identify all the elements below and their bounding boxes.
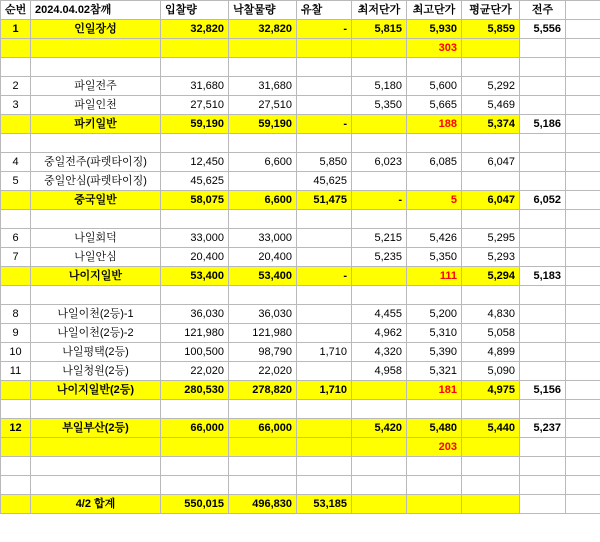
spacer-cell xyxy=(352,134,407,153)
cell-name: 부일부산(2등) xyxy=(31,419,161,438)
spacer-cell xyxy=(297,134,352,153)
cell-prev: 5,183 xyxy=(520,267,566,286)
row-pad xyxy=(566,267,600,286)
table-row xyxy=(1,20,600,39)
cell-name: 나이지일반 xyxy=(31,267,161,286)
cell-in xyxy=(161,438,229,457)
cell-carry: - xyxy=(297,267,352,286)
cell-max: 5,350 xyxy=(407,248,462,267)
spacer-cell xyxy=(520,210,566,229)
spacer-cell xyxy=(31,134,161,153)
spacer-cell xyxy=(462,400,520,419)
cell-max: 5,930 xyxy=(407,20,462,39)
cell-in: 20,400 xyxy=(161,248,229,267)
cell-name: 나일청원(2등) xyxy=(31,362,161,381)
spacer-cell xyxy=(229,210,297,229)
cell-in: 45,625 xyxy=(161,172,229,191)
spacer-cell xyxy=(1,58,31,77)
cell-avg xyxy=(462,172,520,191)
cell-carry xyxy=(297,438,352,457)
spacer-cell xyxy=(297,58,352,77)
cell-min: 5,180 xyxy=(352,77,407,96)
spacer-cell xyxy=(352,286,407,305)
cell-prev xyxy=(520,39,566,58)
spacer-cell xyxy=(407,457,462,476)
cell-in xyxy=(161,39,229,58)
cell-min xyxy=(352,438,407,457)
cell-name: 나이지일반(2등) xyxy=(31,381,161,400)
cell-no: 2 xyxy=(1,77,31,96)
row-pad xyxy=(566,153,600,172)
spacer-cell xyxy=(352,210,407,229)
cell-carry: 1,710 xyxy=(297,343,352,362)
cell-avg: 5,293 xyxy=(462,248,520,267)
cell-max: 203 xyxy=(407,438,462,457)
cell-carry xyxy=(297,362,352,381)
cell-carry xyxy=(297,248,352,267)
row-pad xyxy=(566,457,600,476)
cell-avg: 4,975 xyxy=(462,381,520,400)
cell-avg: 5,295 xyxy=(462,229,520,248)
cell-no xyxy=(1,267,31,286)
spacer-cell xyxy=(462,457,520,476)
table-row xyxy=(1,343,600,362)
row-pad xyxy=(566,39,600,58)
cell-avg xyxy=(462,438,520,457)
spacer-cell xyxy=(1,457,31,476)
cell-bid: 27,510 xyxy=(229,96,297,115)
spacer-cell xyxy=(31,58,161,77)
row-pad xyxy=(566,210,600,229)
table-row xyxy=(1,153,600,172)
cell-carry xyxy=(297,96,352,115)
cell-name: 중국일반 xyxy=(31,191,161,210)
cell-no xyxy=(1,438,31,457)
cell-no: 12 xyxy=(1,419,31,438)
spacer-cell xyxy=(161,400,229,419)
row-pad xyxy=(566,362,600,381)
cell-avg xyxy=(462,39,520,58)
cell-name: 나일이천(2등)-1 xyxy=(31,305,161,324)
cell-prev xyxy=(520,153,566,172)
spacer-cell xyxy=(161,286,229,305)
cell-max: 5,200 xyxy=(407,305,462,324)
spacer-cell xyxy=(462,476,520,495)
cell-min: 5,350 xyxy=(352,96,407,115)
row-pad xyxy=(566,191,600,210)
table-row xyxy=(1,438,600,457)
cell-max: 6,085 xyxy=(407,153,462,172)
spacer-cell xyxy=(297,476,352,495)
cell-in: 33,000 xyxy=(161,229,229,248)
spacer-row xyxy=(1,400,600,419)
cell-bid xyxy=(229,39,297,58)
header-no: 순번 xyxy=(1,1,31,20)
cell-prev xyxy=(520,324,566,343)
cell-bid: 6,600 xyxy=(229,153,297,172)
cell-carry: 53,185 xyxy=(297,495,352,514)
cell-carry: - xyxy=(297,20,352,39)
table-row xyxy=(1,191,600,210)
cell-prev xyxy=(520,248,566,267)
table-row xyxy=(1,229,600,248)
cell-min: 6,023 xyxy=(352,153,407,172)
cell-prev: 5,186 xyxy=(520,115,566,134)
cell-carry: 45,625 xyxy=(297,172,352,191)
table-row xyxy=(1,248,600,267)
row-pad xyxy=(566,400,600,419)
spacer-cell xyxy=(229,457,297,476)
spacer-cell xyxy=(297,286,352,305)
cell-min: 4,320 xyxy=(352,343,407,362)
cell-in: 280,530 xyxy=(161,381,229,400)
spacer-cell xyxy=(161,457,229,476)
cell-carry: - xyxy=(297,115,352,134)
table-row xyxy=(1,305,600,324)
total-row xyxy=(1,495,600,514)
cell-in: 53,400 xyxy=(161,267,229,286)
cell-avg: 5,294 xyxy=(462,267,520,286)
cell-max: 111 xyxy=(407,267,462,286)
row-pad xyxy=(566,381,600,400)
cell-bid: 98,790 xyxy=(229,343,297,362)
spacer-row xyxy=(1,286,600,305)
cell-prev xyxy=(520,229,566,248)
cell-prev xyxy=(520,343,566,362)
spacer-row xyxy=(1,58,600,77)
table-row xyxy=(1,115,600,134)
header-max: 최고단가 xyxy=(407,1,462,20)
cell-no: 10 xyxy=(1,343,31,362)
cell-bid: 32,820 xyxy=(229,20,297,39)
spacer-cell xyxy=(520,400,566,419)
cell-bid: 20,400 xyxy=(229,248,297,267)
cell-prev: 5,237 xyxy=(520,419,566,438)
spacer-cell xyxy=(229,476,297,495)
cell-carry: 1,710 xyxy=(297,381,352,400)
cell-min: 5,215 xyxy=(352,229,407,248)
cell-avg: 5,440 xyxy=(462,419,520,438)
cell-no xyxy=(1,495,31,514)
spacer-cell xyxy=(161,58,229,77)
cell-max: 5,390 xyxy=(407,343,462,362)
row-pad xyxy=(566,324,600,343)
spacer-cell xyxy=(407,400,462,419)
cell-max: 5,426 xyxy=(407,229,462,248)
row-pad xyxy=(566,495,600,514)
table-row xyxy=(1,324,600,343)
table-row xyxy=(1,172,600,191)
cell-in: 31,680 xyxy=(161,77,229,96)
cell-carry: 5,850 xyxy=(297,153,352,172)
spacer-cell xyxy=(462,210,520,229)
cell-avg: 4,830 xyxy=(462,305,520,324)
cell-max: 5,480 xyxy=(407,419,462,438)
cell-avg: 5,374 xyxy=(462,115,520,134)
cell-bid: 121,980 xyxy=(229,324,297,343)
spacer-cell xyxy=(297,210,352,229)
cell-prev: 6,052 xyxy=(520,191,566,210)
header-carry: 유찰 xyxy=(297,1,352,20)
cell-in: 27,510 xyxy=(161,96,229,115)
cell-no xyxy=(1,115,31,134)
cell-prev xyxy=(520,495,566,514)
cell-in: 58,075 xyxy=(161,191,229,210)
spacer-cell xyxy=(1,210,31,229)
spacer-cell xyxy=(407,286,462,305)
cell-carry xyxy=(297,419,352,438)
spacer-cell xyxy=(352,457,407,476)
cell-prev xyxy=(520,362,566,381)
row-pad xyxy=(566,343,600,362)
cell-in: 121,980 xyxy=(161,324,229,343)
cell-prev xyxy=(520,305,566,324)
cell-name: 중일안심(파렛타이징) xyxy=(31,172,161,191)
row-pad xyxy=(566,286,600,305)
cell-in: 100,500 xyxy=(161,343,229,362)
cell-max: 5 xyxy=(407,191,462,210)
cell-carry xyxy=(297,229,352,248)
spacer-cell xyxy=(462,58,520,77)
cell-avg: 6,047 xyxy=(462,191,520,210)
cell-max: 5,600 xyxy=(407,77,462,96)
cell-no: 1 xyxy=(1,20,31,39)
cell-carry xyxy=(297,39,352,58)
cell-min xyxy=(352,172,407,191)
row-pad xyxy=(566,58,600,77)
cell-bid xyxy=(229,438,297,457)
cell-prev xyxy=(520,172,566,191)
cell-bid: 278,820 xyxy=(229,381,297,400)
spacer-cell xyxy=(407,476,462,495)
cell-in: 59,190 xyxy=(161,115,229,134)
header-prev: 전주 xyxy=(520,1,566,20)
cell-name: 나일회덕 xyxy=(31,229,161,248)
cell-in: 36,030 xyxy=(161,305,229,324)
spacer-cell xyxy=(161,210,229,229)
cell-bid xyxy=(229,172,297,191)
cell-bid: 31,680 xyxy=(229,77,297,96)
cell-name: 파키일반 xyxy=(31,115,161,134)
cell-max xyxy=(407,172,462,191)
cell-min: 4,958 xyxy=(352,362,407,381)
cell-no: 4 xyxy=(1,153,31,172)
cell-no: 7 xyxy=(1,248,31,267)
spacer-row xyxy=(1,134,600,153)
cell-avg: 5,859 xyxy=(462,20,520,39)
cell-name: 4/2 합계 xyxy=(31,495,161,514)
row-pad xyxy=(566,134,600,153)
header-pad xyxy=(566,1,600,20)
spacer-row xyxy=(1,476,600,495)
row-pad xyxy=(566,96,600,115)
cell-max: 188 xyxy=(407,115,462,134)
cell-bid: 36,030 xyxy=(229,305,297,324)
spacer-cell xyxy=(31,476,161,495)
spacer-cell xyxy=(1,134,31,153)
row-pad xyxy=(566,229,600,248)
spacer-cell xyxy=(520,58,566,77)
spacer-cell xyxy=(352,476,407,495)
row-pad xyxy=(566,115,600,134)
cell-no: 11 xyxy=(1,362,31,381)
spacer-cell xyxy=(352,58,407,77)
cell-no xyxy=(1,39,31,58)
cell-avg: 4,899 xyxy=(462,343,520,362)
table-row xyxy=(1,39,600,58)
cell-no: 5 xyxy=(1,172,31,191)
spacer-row xyxy=(1,210,600,229)
table-row xyxy=(1,77,600,96)
spacer-row xyxy=(1,457,600,476)
cell-avg: 5,469 xyxy=(462,96,520,115)
spacer-cell xyxy=(1,476,31,495)
spacer-cell xyxy=(407,210,462,229)
spacer-cell xyxy=(31,210,161,229)
cell-max: 181 xyxy=(407,381,462,400)
spacer-cell xyxy=(352,400,407,419)
cell-name: 나일이천(2등)-2 xyxy=(31,324,161,343)
spacer-cell xyxy=(297,457,352,476)
cell-no: 8 xyxy=(1,305,31,324)
cell-no: 6 xyxy=(1,229,31,248)
cell-in: 66,000 xyxy=(161,419,229,438)
row-pad xyxy=(566,20,600,39)
cell-bid: 59,190 xyxy=(229,115,297,134)
cell-min: 4,962 xyxy=(352,324,407,343)
cell-carry: 51,475 xyxy=(297,191,352,210)
cell-prev xyxy=(520,438,566,457)
cell-max: 5,310 xyxy=(407,324,462,343)
cell-min: 5,420 xyxy=(352,419,407,438)
cell-carry xyxy=(297,305,352,324)
header-title: 2024.04.02참깨 xyxy=(31,1,161,20)
spacer-cell xyxy=(229,134,297,153)
table-row xyxy=(1,419,600,438)
cell-name xyxy=(31,39,161,58)
cell-min xyxy=(352,267,407,286)
spacer-cell xyxy=(1,400,31,419)
spacer-cell xyxy=(161,476,229,495)
cell-max: 5,665 xyxy=(407,96,462,115)
cell-bid: 496,830 xyxy=(229,495,297,514)
table-row xyxy=(1,381,600,400)
cell-in: 22,020 xyxy=(161,362,229,381)
cell-avg: 5,058 xyxy=(462,324,520,343)
cell-bid: 6,600 xyxy=(229,191,297,210)
row-pad xyxy=(566,438,600,457)
spacer-cell xyxy=(229,286,297,305)
cell-min xyxy=(352,115,407,134)
cell-no xyxy=(1,191,31,210)
cell-min xyxy=(352,381,407,400)
cell-max: 303 xyxy=(407,39,462,58)
cell-bid: 33,000 xyxy=(229,229,297,248)
spacer-cell xyxy=(297,400,352,419)
spacer-cell xyxy=(520,457,566,476)
spacer-cell xyxy=(520,476,566,495)
cell-bid: 66,000 xyxy=(229,419,297,438)
row-pad xyxy=(566,419,600,438)
cell-carry xyxy=(297,324,352,343)
spacer-cell xyxy=(520,286,566,305)
cell-bid: 53,400 xyxy=(229,267,297,286)
spacer-cell xyxy=(31,286,161,305)
cell-avg: 5,292 xyxy=(462,77,520,96)
cell-in: 32,820 xyxy=(161,20,229,39)
table-header-row xyxy=(1,1,600,20)
cell-prev: 5,556 xyxy=(520,20,566,39)
cell-no: 9 xyxy=(1,324,31,343)
cell-name: 나일평택(2등) xyxy=(31,343,161,362)
row-pad xyxy=(566,77,600,96)
cell-name: 파일전주 xyxy=(31,77,161,96)
cell-avg xyxy=(462,495,520,514)
spacer-cell xyxy=(31,457,161,476)
header-bid: 낙찰물량 xyxy=(229,1,297,20)
row-pad xyxy=(566,476,600,495)
cell-prev xyxy=(520,77,566,96)
cell-bid: 22,020 xyxy=(229,362,297,381)
table-row xyxy=(1,267,600,286)
cell-no xyxy=(1,381,31,400)
cell-name: 중일전주(파렛타이징) xyxy=(31,153,161,172)
cell-prev xyxy=(520,96,566,115)
table-row xyxy=(1,96,600,115)
spacer-cell xyxy=(229,58,297,77)
spacer-cell xyxy=(31,400,161,419)
cell-min: - xyxy=(352,191,407,210)
cell-min: 4,455 xyxy=(352,305,407,324)
cell-max xyxy=(407,495,462,514)
header-in: 입찰량 xyxy=(161,1,229,20)
spacer-cell xyxy=(161,134,229,153)
spacer-cell xyxy=(1,286,31,305)
header-avg: 평균단가 xyxy=(462,1,520,20)
table-row xyxy=(1,362,600,381)
cell-name: 나일안심 xyxy=(31,248,161,267)
spacer-cell xyxy=(462,134,520,153)
row-pad xyxy=(566,172,600,191)
spacer-cell xyxy=(520,134,566,153)
cell-prev: 5,156 xyxy=(520,381,566,400)
row-pad xyxy=(566,248,600,267)
cell-name: 파일인천 xyxy=(31,96,161,115)
cell-max: 5,321 xyxy=(407,362,462,381)
cell-no: 3 xyxy=(1,96,31,115)
spacer-cell xyxy=(407,58,462,77)
cell-min: 5,235 xyxy=(352,248,407,267)
spacer-cell xyxy=(462,286,520,305)
spacer-cell xyxy=(407,134,462,153)
cell-name xyxy=(31,438,161,457)
row-pad xyxy=(566,305,600,324)
spacer-cell xyxy=(229,400,297,419)
cell-min xyxy=(352,495,407,514)
cell-avg: 6,047 xyxy=(462,153,520,172)
cell-min xyxy=(352,39,407,58)
header-min: 최저단가 xyxy=(352,1,407,20)
cell-in: 12,450 xyxy=(161,153,229,172)
cell-carry xyxy=(297,77,352,96)
cell-min: 5,815 xyxy=(352,20,407,39)
cell-avg: 5,090 xyxy=(462,362,520,381)
cell-name: 인일장성 xyxy=(31,20,161,39)
cell-in: 550,015 xyxy=(161,495,229,514)
